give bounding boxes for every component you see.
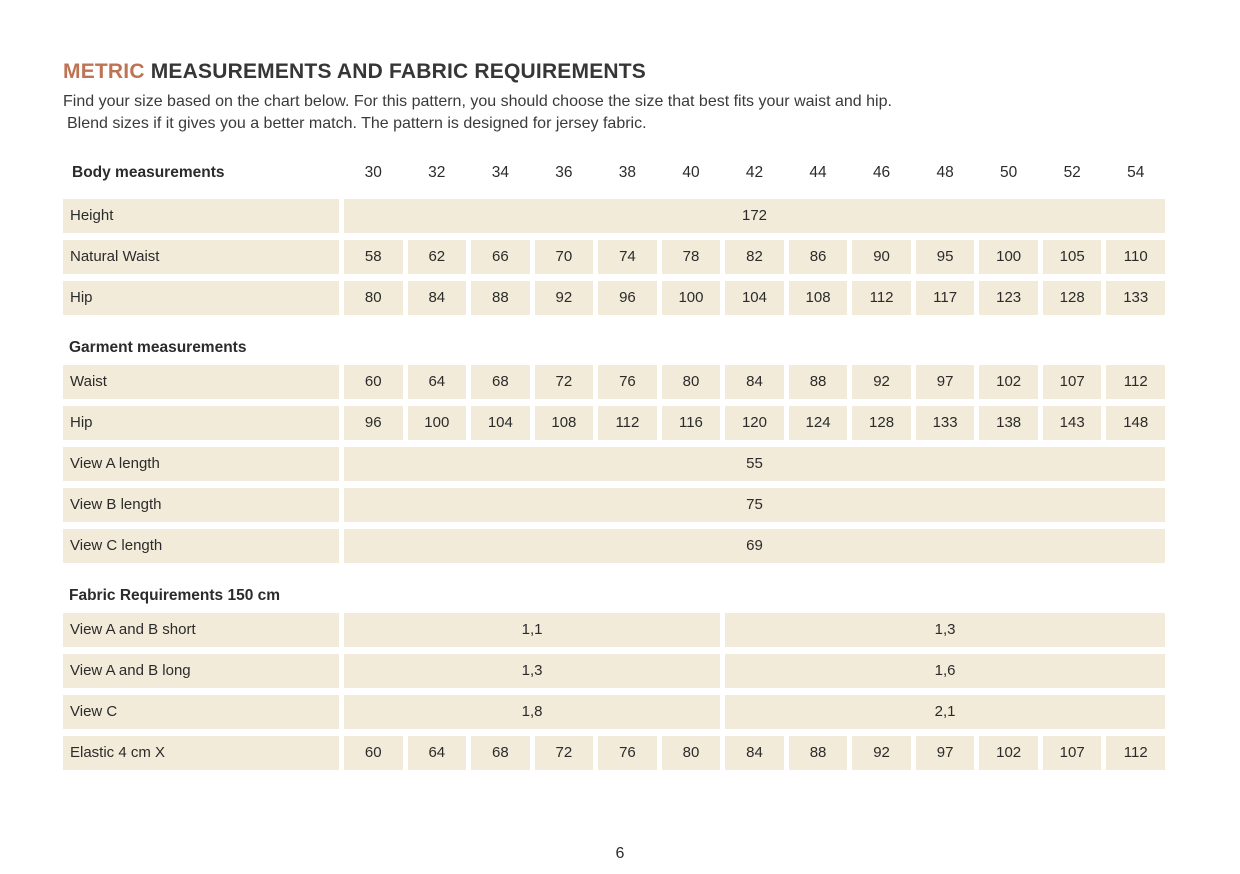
value-cell: 72 <box>535 736 594 770</box>
row-label-cell: Height <box>63 199 339 233</box>
value-cell: 72 <box>535 365 594 399</box>
value-cell: 80 <box>662 365 721 399</box>
value-cell: 78 <box>662 240 721 274</box>
table-row <box>63 488 1165 522</box>
value-cell: 112 <box>598 406 657 440</box>
row-label-cell: Elastic 4 cm X <box>63 736 339 770</box>
size-header-cell: 52 <box>1063 164 1081 181</box>
value-cell: 82 <box>725 240 784 274</box>
table-row <box>63 736 1165 770</box>
value-cell: 107 <box>1043 365 1102 399</box>
intro-line-2: Blend sizes if it gives you a better match. The pattern is designed for jersey fabric. <box>67 115 647 132</box>
value-cell: 108 <box>535 406 594 440</box>
value-cell: 133 <box>916 406 975 440</box>
value-cell: 143 <box>1043 406 1102 440</box>
value-cell: 88 <box>789 365 848 399</box>
value-cell: 92 <box>852 365 911 399</box>
merged-left-value-cell: 1,3 <box>344 654 720 688</box>
intro-line-1: Find your size based on the chart below. For this pattern, you should choose the size that best fits your waist and hip. <box>63 93 892 110</box>
value-cell: 80 <box>344 281 403 315</box>
value-cell: 97 <box>916 365 975 399</box>
row-label-cell: View C length <box>63 529 339 563</box>
size-header-cell: 32 <box>428 164 446 181</box>
value-cell: 133 <box>1106 281 1165 315</box>
section-row <box>63 322 1165 360</box>
row-label-cell: View A and B long <box>63 654 339 688</box>
title-accent-word: METRIC <box>63 60 145 83</box>
value-cell: 123 <box>979 281 1038 315</box>
value-cell: 68 <box>471 736 530 770</box>
value-cell: 97 <box>916 736 975 770</box>
value-cell: 117 <box>916 281 975 315</box>
size-header-cell: 40 <box>682 164 700 181</box>
value-cell: 58 <box>344 240 403 274</box>
merged-value-cell: 75 <box>344 488 1165 522</box>
value-cell: 112 <box>1106 736 1165 770</box>
value-cell: 107 <box>1043 736 1102 770</box>
value-cell: 105 <box>1043 240 1102 274</box>
size-header-cell: 42 <box>745 164 764 181</box>
value-cell: 104 <box>725 281 784 315</box>
value-cell: 88 <box>471 281 530 315</box>
row-label-cell: Fabric Requirements 150 cm <box>69 587 281 604</box>
merged-right-value-cell: 2,1 <box>725 695 1165 729</box>
value-cell: 120 <box>725 406 784 440</box>
value-cell: 102 <box>979 736 1038 770</box>
size-header-cell: 44 <box>809 164 827 181</box>
table-row <box>63 199 1165 233</box>
value-cell: 100 <box>979 240 1038 274</box>
size-header-cell: 54 <box>1127 164 1145 181</box>
value-cell: 92 <box>852 736 911 770</box>
table-row <box>63 365 1165 399</box>
value-cell: 124 <box>789 406 848 440</box>
value-cell: 74 <box>598 240 657 274</box>
value-cell: 76 <box>598 365 657 399</box>
value-cell: 110 <box>1106 240 1165 274</box>
value-cell: 60 <box>344 736 403 770</box>
size-header-cell: 50 <box>1000 164 1018 181</box>
value-cell: 112 <box>1106 365 1165 399</box>
value-cell: 95 <box>916 240 975 274</box>
table-row <box>63 281 1165 315</box>
merged-left-value-cell: 1,8 <box>344 695 720 729</box>
table-row <box>63 240 1165 274</box>
size-header-cell: 34 <box>491 164 509 181</box>
row-label-cell: Natural Waist <box>63 240 339 274</box>
table-row <box>63 654 1165 688</box>
table-row <box>63 447 1165 481</box>
value-cell: 96 <box>344 406 403 440</box>
size-header-cell: 36 <box>555 164 573 181</box>
row-label-cell: Hip <box>63 281 339 315</box>
value-cell: 90 <box>852 240 911 274</box>
value-cell: 84 <box>408 281 467 315</box>
table-row <box>63 529 1165 563</box>
size-header-cell: 46 <box>872 164 891 181</box>
table-row <box>63 406 1165 440</box>
section-row <box>63 159 1165 187</box>
value-cell: 100 <box>662 281 721 315</box>
value-cell: 60 <box>344 365 403 399</box>
intro-text <box>63 91 1165 135</box>
value-cell: 112 <box>852 281 911 315</box>
merged-value-cell: 172 <box>344 199 1165 233</box>
page-content <box>63 60 1165 777</box>
value-cell: 128 <box>1043 281 1102 315</box>
value-cell: 128 <box>852 406 911 440</box>
size-table <box>63 159 1165 770</box>
row-label-cell: Hip <box>63 406 339 440</box>
value-cell: 148 <box>1106 406 1165 440</box>
value-cell: 64 <box>408 736 467 770</box>
value-cell: 64 <box>408 365 467 399</box>
row-label-cell: View C <box>63 695 339 729</box>
merged-right-value-cell: 1,6 <box>725 654 1165 688</box>
title-rest: MEASUREMENTS AND FABRIC REQUIREMENTS <box>144 60 647 83</box>
value-cell: 84 <box>725 365 784 399</box>
merged-right-value-cell: 1,3 <box>725 613 1165 647</box>
table-row <box>63 613 1165 647</box>
value-cell: 108 <box>789 281 848 315</box>
value-cell: 62 <box>408 240 467 274</box>
value-cell: 84 <box>725 736 784 770</box>
value-cell: 66 <box>471 240 530 274</box>
value-cell: 86 <box>789 240 848 274</box>
value-cell: 80 <box>662 736 721 770</box>
row-label-cell: View A and B short <box>63 613 339 647</box>
value-cell: 92 <box>535 281 594 315</box>
value-cell: 88 <box>789 736 848 770</box>
row-label-cell: Garment measurements <box>69 339 247 356</box>
row-label-cell: View B length <box>63 488 339 522</box>
page-title <box>63 60 1165 84</box>
row-label-cell: View A length <box>63 447 339 481</box>
value-cell: 102 <box>979 365 1038 399</box>
size-header-cell: 38 <box>618 164 637 181</box>
value-cell: 70 <box>535 240 594 274</box>
value-cell: 104 <box>471 406 530 440</box>
value-cell: 100 <box>408 406 467 440</box>
value-cell: 96 <box>598 281 657 315</box>
page-number: 6 <box>615 845 625 862</box>
merged-left-value-cell: 1,1 <box>344 613 720 647</box>
size-header-cell: 48 <box>936 164 954 181</box>
value-cell: 138 <box>979 406 1038 440</box>
section-row <box>63 570 1165 608</box>
value-cell: 68 <box>471 365 530 399</box>
size-header-cell: 30 <box>364 164 382 181</box>
table-row <box>63 695 1165 729</box>
merged-value-cell: 55 <box>344 447 1165 481</box>
row-label-cell: Body measurements <box>72 164 225 181</box>
row-label-cell: Waist <box>63 365 339 399</box>
value-cell: 116 <box>662 406 721 440</box>
merged-value-cell: 69 <box>344 529 1165 563</box>
value-cell: 76 <box>598 736 657 770</box>
